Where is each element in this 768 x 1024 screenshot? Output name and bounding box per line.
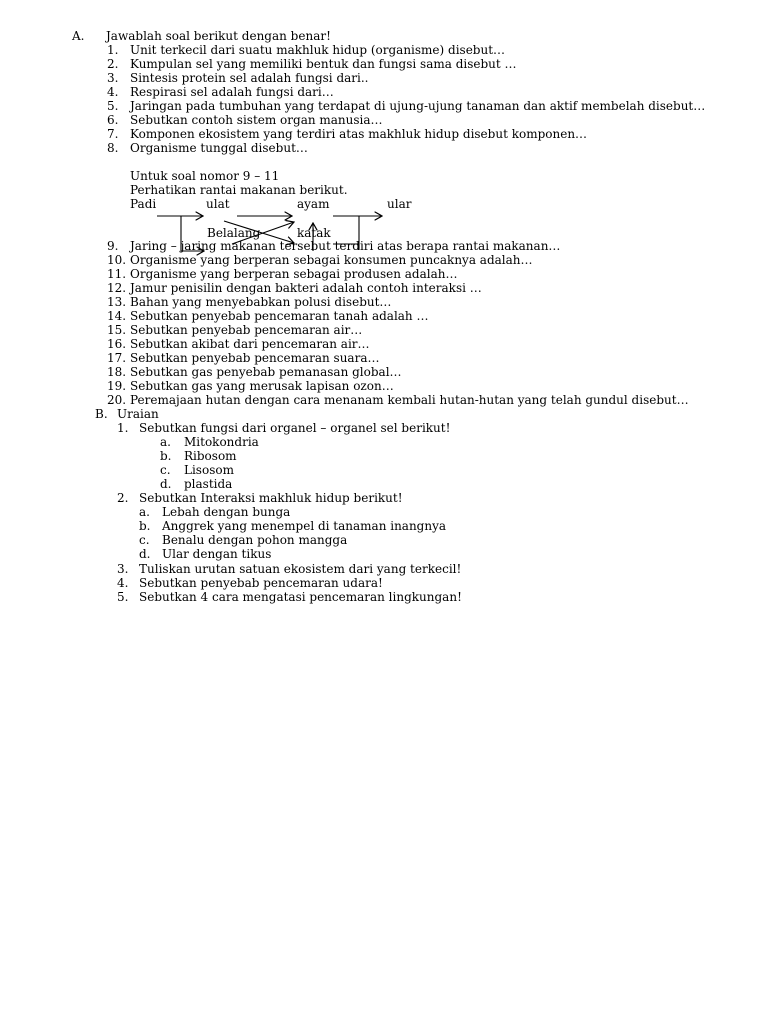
question-text: Bahan yang menyebabkan polusi disebut…: [130, 295, 392, 309]
section-b-letter: B.: [95, 407, 108, 421]
question-number: 11.: [107, 267, 127, 281]
question-number: 17.: [107, 351, 127, 365]
sub-item-letter: a.: [139, 505, 150, 519]
sub-item-text: Ribosom: [184, 449, 237, 463]
question-number: 8.: [107, 141, 119, 155]
question-number: 19.: [107, 379, 127, 393]
question-number: 6.: [107, 113, 119, 127]
essay-number: 3.: [117, 562, 129, 576]
question-text: Sebutkan gas penyebab pemanasan global…: [130, 365, 402, 379]
food-chain-label-belalang: Belalang: [207, 226, 261, 240]
sub-item-letter: b.: [139, 519, 151, 533]
question-text: Respirasi sel adalah fungsi dari…: [130, 85, 334, 99]
food-chain-label-katak: katak: [297, 226, 331, 240]
sub-item-letter: a.: [160, 435, 171, 449]
sub-item-text: plastida: [184, 477, 233, 491]
question-number: 5.: [107, 99, 119, 113]
sub-item-letter: d.: [139, 547, 151, 561]
sub-item-letter: c.: [139, 533, 150, 547]
sub-item-letter: c.: [160, 463, 171, 477]
sub-item-text: Benalu dengan pohon mangga: [162, 533, 348, 547]
question-number: 3.: [107, 71, 119, 85]
question-number: 10.: [107, 253, 127, 267]
question-number: 2.: [107, 57, 119, 71]
question-number: 16.: [107, 337, 127, 351]
question-text: Peremajaan hutan dengan cara menanam kembali hutan-hutan yang telah gundul disebut…: [130, 393, 689, 407]
section-b-title: Uraian: [117, 407, 159, 421]
food-chain-intro: Perhatikan rantai makanan berikut.: [130, 183, 348, 197]
sub-item-text: Mitokondria: [184, 435, 259, 449]
question-text: Sebutkan contoh sistem organ manusia…: [130, 113, 383, 127]
essay-text: Tuliskan urutan satuan ekosistem dari yang terkecil!: [139, 562, 462, 576]
section-a-title: Jawablah soal berikut dengan benar!: [106, 29, 331, 43]
essay-number: 2.: [117, 491, 129, 505]
food-chain-label-ayam: ayam: [297, 197, 330, 211]
question-text: Sebutkan gas yang merusak lapisan ozon…: [130, 379, 394, 393]
question-number: 9.: [107, 239, 119, 253]
question-number: 7.: [107, 127, 119, 141]
essay-number: 1.: [117, 421, 129, 435]
food-chain-label-ulat: ulat: [206, 197, 230, 211]
question-text: Organisme yang berperan sebagai produsen adalah…: [130, 267, 458, 281]
note-text: Untuk soal nomor 9 – 11: [130, 169, 280, 183]
essay-text: Sebutkan penyebab pencemaran udara!: [139, 576, 383, 590]
question-text: Sebutkan penyebab pencemaran suara…: [130, 351, 380, 365]
essay-text: Sebutkan 4 cara mengatasi pencemaran lingkungan!: [139, 590, 462, 604]
question-text: Sebutkan penyebab pencemaran air…: [130, 323, 363, 337]
question-number: 12.: [107, 281, 127, 295]
question-text: Organisme yang berperan sebagai konsumen puncaknya adalah…: [130, 253, 533, 267]
sub-item-text: Lebah dengan bunga: [162, 505, 291, 519]
essay-number: 4.: [117, 576, 129, 590]
essay-number: 5.: [117, 590, 129, 604]
question-text: Sebutkan penyebab pencemaran tanah adalah …: [130, 309, 429, 323]
sub-item-text: Lisosom: [184, 463, 234, 477]
question-text: Jamur penisilin dengan bakteri adalah contoh interaksi …: [130, 281, 482, 295]
question-number: 4.: [107, 85, 119, 99]
question-number: 1.: [107, 43, 119, 57]
question-text: Jaringan pada tumbuhan yang terdapat di ujung-ujung tanaman dan aktif membelah disebut…: [130, 99, 706, 113]
sub-item-letter: b.: [160, 449, 172, 463]
question-text: Sebutkan akibat dari pencemaran air…: [130, 337, 370, 351]
sub-item-letter: d.: [160, 477, 172, 491]
food-chain-label-ular: ular: [387, 197, 412, 211]
question-number: 13.: [107, 295, 127, 309]
question-text: Jaring – jaring makanan tersebut terdiri atas berapa rantai makanan…: [130, 239, 561, 253]
essay-text: Sebutkan Interaksi makhluk hidup berikut!: [139, 491, 403, 505]
question-number: 14.: [107, 309, 127, 323]
question-text: Komponen ekosistem yang terdiri atas makhluk hidup disebut komponen…: [130, 127, 588, 141]
question-text: Unit terkecil dari suatu makhluk hidup (organisme) disebut…: [130, 43, 506, 57]
question-number: 18.: [107, 365, 127, 379]
section-a-letter: A.: [72, 29, 85, 43]
question-text: Organisme tunggal disebut…: [130, 141, 308, 155]
question-text: Sintesis protein sel adalah fungsi dari..: [130, 71, 369, 85]
sub-item-text: Ular dengan tikus: [162, 547, 272, 561]
sub-item-text: Anggrek yang menempel di tanaman inangnya: [162, 519, 447, 533]
question-text: Kumpulan sel yang memiliki bentuk dan fungsi sama disebut …: [130, 57, 517, 71]
question-number: 15.: [107, 323, 127, 337]
essay-text: Sebutkan fungsi dari organel – organel sel berikut!: [139, 421, 451, 435]
food-chain-label-padi: Padi: [130, 197, 157, 211]
question-number: 20.: [107, 393, 127, 407]
